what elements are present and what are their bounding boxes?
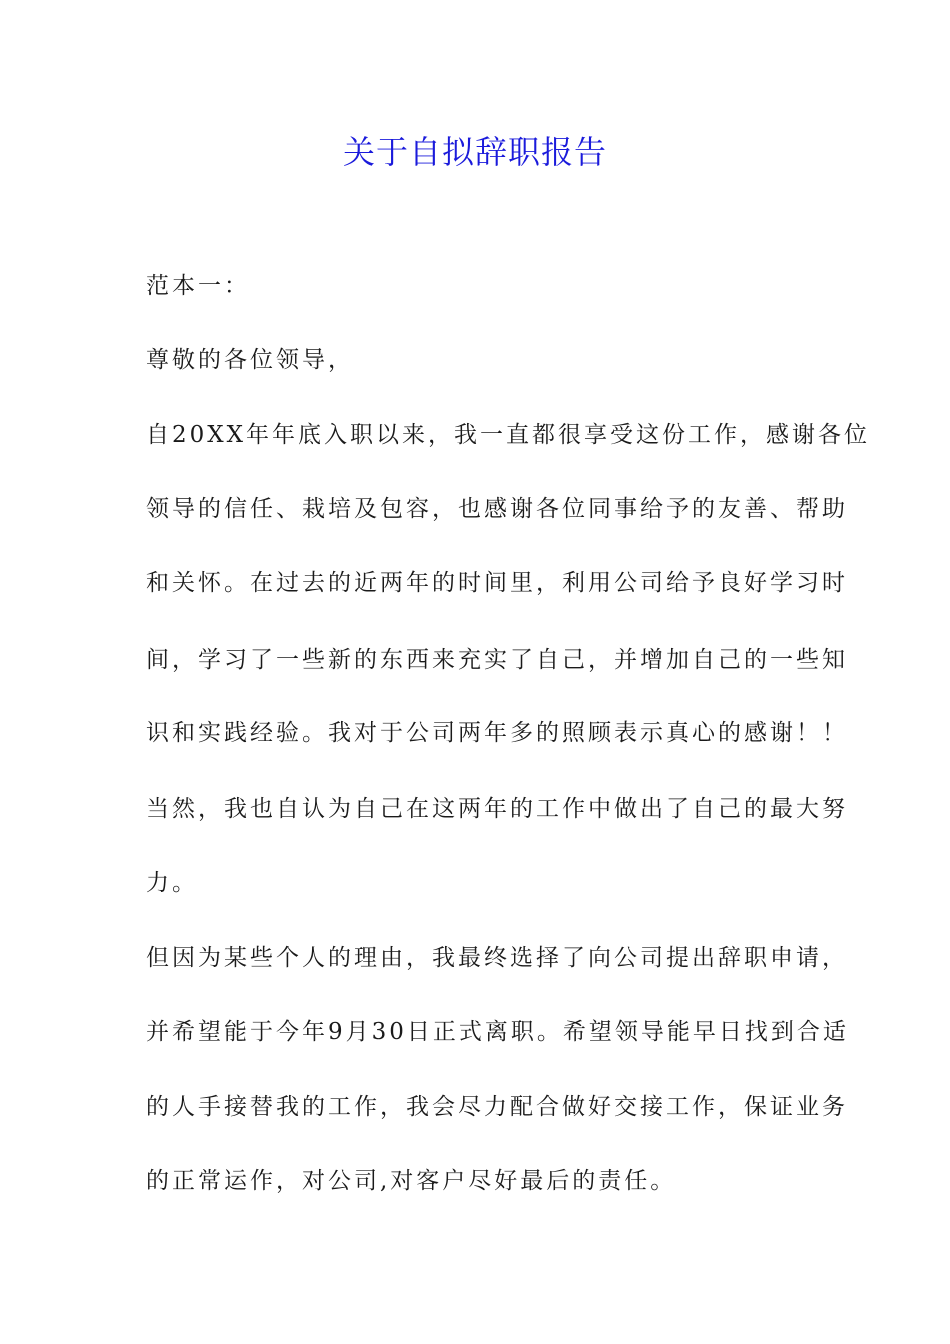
body-line: 当然，我也自认为自己在这两年的工作中做出了自己的最大努 (146, 796, 848, 822)
body-line: 自20XX年年底入职以来，我一直都很享受这份工作，感谢各位 (146, 422, 871, 448)
body-line: 但因为某些个人的理由，我最终选择了向公司提出辞职申请， (146, 945, 848, 971)
body-line: 的正常运作，对公司,对客户尽好最后的责任。 (146, 1168, 677, 1194)
salutation-heading: 范本一： (146, 273, 250, 299)
body-line: 的人手接替我的工作，我会尽力配合做好交接工作，保证业务 (146, 1094, 848, 1120)
body-line: 领导的信任、栽培及包容，也感谢各位同事给予的友善、帮助 (146, 496, 848, 522)
body-line: 力。 (146, 870, 198, 896)
body-line: 识和实践经验。我对于公司两年多的照顾表示真心的感谢！！ (146, 720, 848, 746)
body-line: 并希望能于今年9月30日正式离职。希望领导能早日找到合适 (146, 1019, 849, 1045)
body-line: 间，学习了一些新的东西来充实了自己，并增加自己的一些知 (146, 647, 848, 673)
document-title: 关于自拟辞职报告 (342, 133, 607, 171)
body-line: 和关怀。在过去的近两年的时间里，利用公司给予良好学习时 (146, 570, 848, 596)
greeting-line: 尊敬的各位领导， (146, 347, 354, 373)
